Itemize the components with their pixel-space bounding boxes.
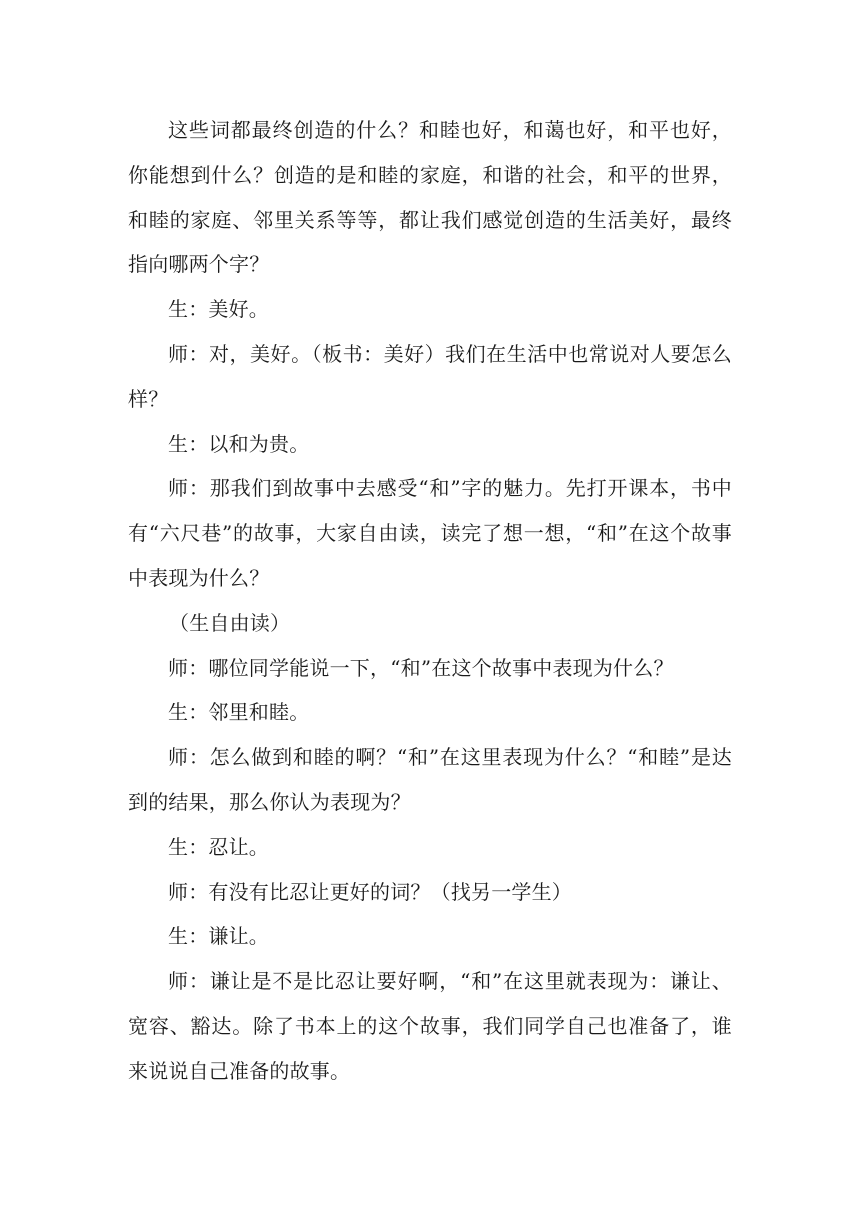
paragraph-student-reply: 生：邻里和睦。	[168, 700, 310, 725]
paragraph-student-reply: 生：以和为贵。	[168, 431, 310, 456]
paragraph-teacher-question: 师：怎么做到和睦的啊？“和”在这里表现为什么？“和睦”是达到的结果，那么你认为表现为？	[128, 745, 732, 814]
paragraph-teacher-summary: 师：谦让是不是比忍让要好啊，“和”在这里就表现为：谦让、宽容、豁达。除了书本上的这个故事，我们同学自己也准备了，谁来说说自己准备的故事。	[128, 969, 732, 1083]
paragraph-teacher-instruction: 师：那我们到故事中去感受“和”字的魅力。先打开课本，书中有“六尺巷”的故事，大家自由读，读完了想一想，“和”在这个故事中表现为什么？	[128, 476, 732, 590]
paragraph-student-reply: 生：美好。	[168, 297, 269, 322]
paragraph-stage-direction: （生自由读）	[169, 610, 291, 635]
paragraph-teacher-question: 师：哪位同学能说一下，“和”在这个故事中表现为什么？	[168, 655, 674, 680]
paragraph-intro-question: 这些词都最终创造的什么？和睦也好，和蔼也好，和平也好，你能想到什么？创造的是和睦的家庭，和谐的社会，和平的世界，和睦的家庭、邻里关系等等，都让我们感觉创造的生活美好，最终指向哪两个字？	[128, 118, 732, 277]
paragraph-student-reply: 生：谦让。	[168, 924, 269, 949]
paragraph-teacher-question: 师：有没有比忍让更好的词？（找另一学生）	[168, 879, 572, 904]
document-body	[128, 108, 732, 1094]
paragraph-teacher-question: 师：对，美好。（板书：美好）我们在生活中也常说对人要怎么样？	[128, 341, 732, 411]
paragraph-student-reply: 生：忍让。	[168, 834, 269, 859]
